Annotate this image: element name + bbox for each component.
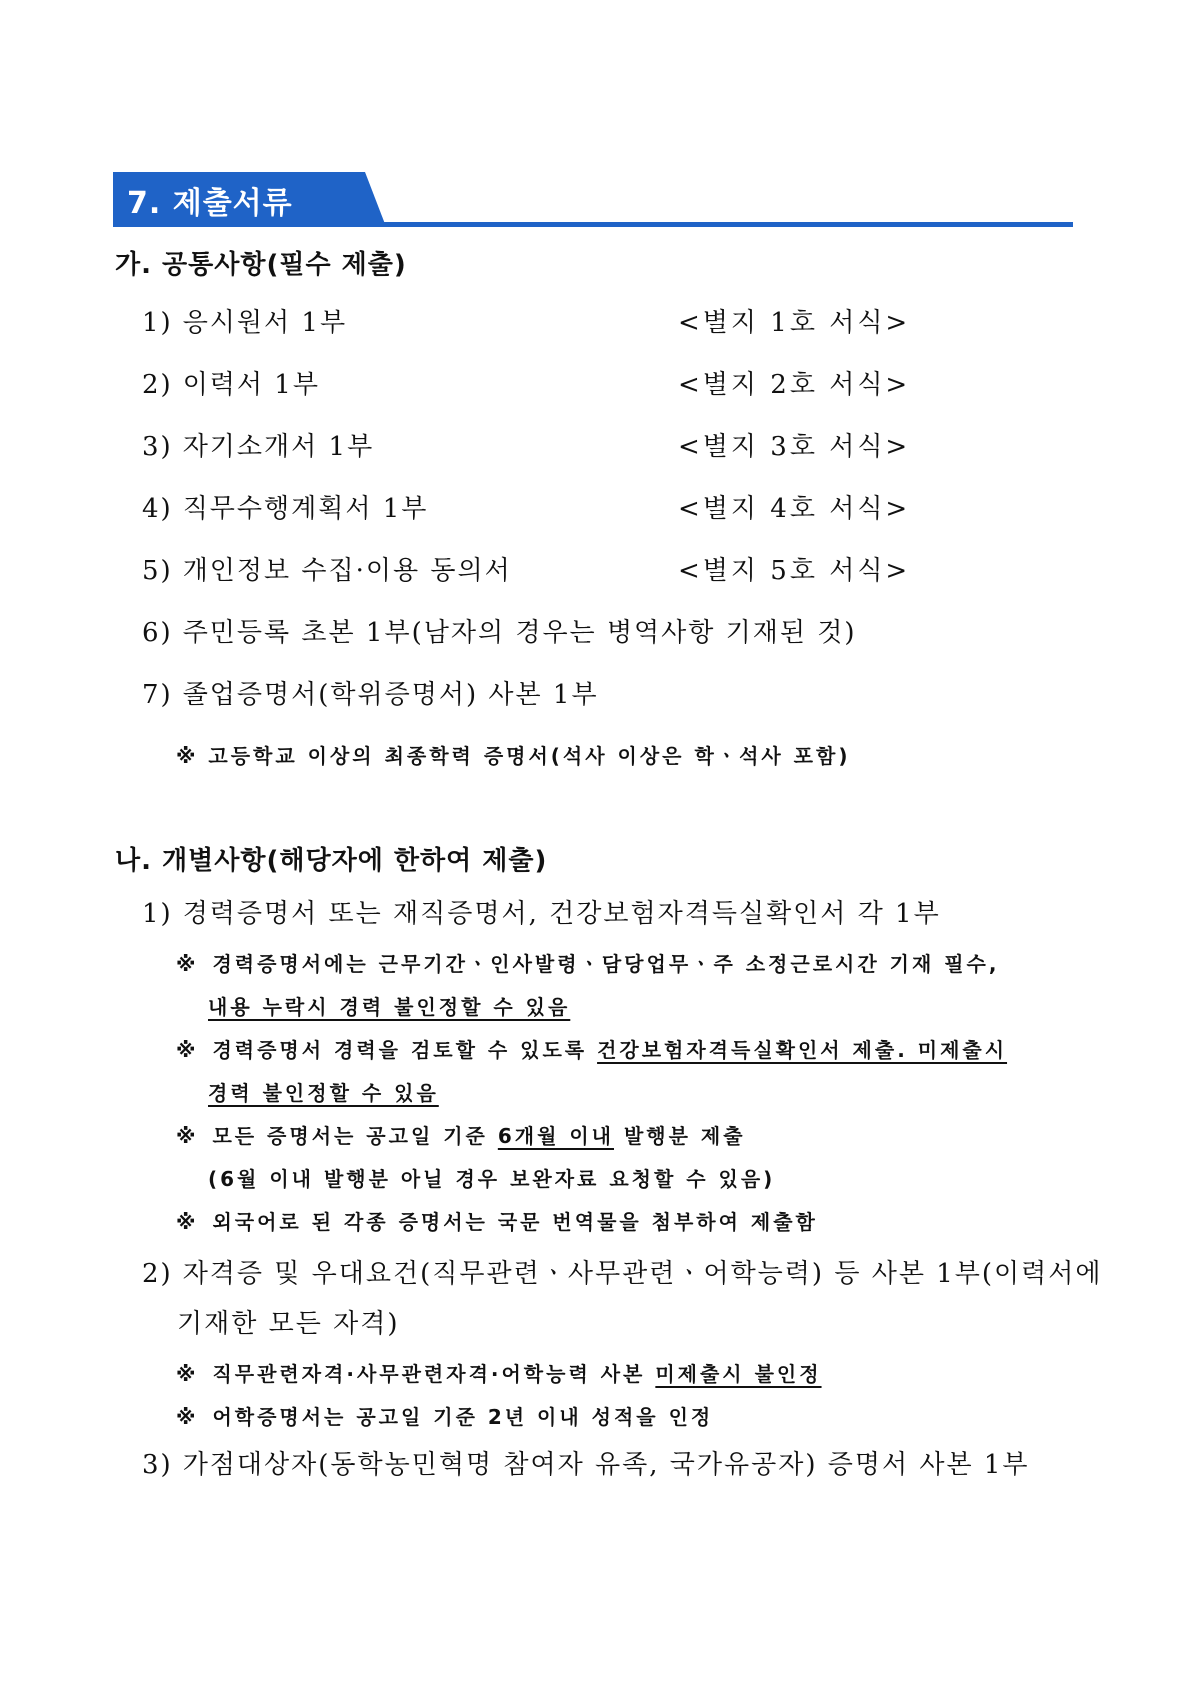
common-item-3-text: 자기소개서 1부 bbox=[182, 432, 375, 462]
individual-item-2: 2) 자격증 및 우대요건(직무관련ㆍ사무관련ㆍ어학능력) 등 사본 1부(이력서에 bbox=[142, 1259, 1103, 1289]
common-item-6: 6) 주민등록 초본 1부(남자의 경우는 병역사항 기재된 것) bbox=[142, 618, 857, 648]
common-item-6-text: 주민등록 초본 1부(남자의 경우는 병역사항 기재된 것) bbox=[182, 618, 857, 648]
common-item-2-text: 이력서 1부 bbox=[182, 370, 320, 400]
common-item-5-text: 개인정보 수집·이용 동의서 bbox=[182, 556, 512, 586]
common-item-4-text: 직무수행계획서 1부 bbox=[182, 494, 429, 524]
individual-item-1-note-3: ※ 모든 증명서는 공고일 기준 6개월 이내 발행분 제출 bbox=[176, 1124, 746, 1148]
section-title: 7. 제출서류 bbox=[127, 186, 293, 221]
common-item-1-text: 응시원서 1부 bbox=[182, 308, 348, 338]
individual-heading: 나. 개별사항(해당자에 한하여 제출) bbox=[115, 846, 548, 876]
common-item-5: 5) 개인정보 수집·이용 동의서 bbox=[142, 556, 512, 586]
individual-item-3: 3) 가점대상자(동학농민혁명 참여자 유족, 국가유공자) 증명서 사본 1부 bbox=[142, 1450, 1030, 1480]
common-item-3: 3) 자기소개서 1부 bbox=[142, 432, 375, 462]
common-note: ※ 고등학교 이상의 최종학력 증명서(석사 이상은 학ㆍ석사 포함) bbox=[176, 744, 851, 768]
individual-item-2-note-1: ※ 직무관련자격·사무관련자격·어학능력 사본 미제출시 불인정 bbox=[176, 1362, 822, 1386]
common-item-4: 4) 직무수행계획서 1부 bbox=[142, 494, 429, 524]
individual-item-3-text: 가점대상자(동학농민혁명 참여자 유족, 국가유공자) 증명서 사본 1부 bbox=[182, 1450, 1030, 1480]
individual-item-2-text: 자격증 및 우대요건(직무관련ㆍ사무관련ㆍ어학능력) 등 사본 1부(이력서에 bbox=[182, 1259, 1103, 1289]
common-item-4-form: <별지 4호 서식> bbox=[678, 494, 911, 524]
common-heading: 가. 공통사항(필수 제출) bbox=[115, 250, 407, 280]
individual-item-1-note-4: ※ 외국어로 된 각종 증명서는 국문 번역물을 첨부하여 제출함 bbox=[176, 1210, 818, 1234]
individual-item-1-note-2: ※ 경력증명서 경력을 검토할 수 있도록 건강보험자격득실확인서 제출. 미제출시 bbox=[176, 1038, 1008, 1062]
section-title-bar bbox=[113, 172, 1073, 228]
individual-item-1-note-2-cont: 경력 불인정할 수 있음 bbox=[208, 1081, 439, 1105]
common-item-1-form: <별지 1호 서식> bbox=[678, 308, 911, 338]
common-item-2: 2) 이력서 1부 bbox=[142, 370, 320, 400]
common-item-2-form: <별지 2호 서식> bbox=[678, 370, 911, 400]
individual-item-1-text: 경력증명서 또는 재직증명서, 건강보험자격득실확인서 각 1부 bbox=[182, 899, 941, 929]
individual-item-2-note-2: ※ 어학증명서는 공고일 기준 2년 이내 성적을 인정 bbox=[176, 1405, 714, 1429]
individual-item-1-note-3-cont: (6월 이내 발행분 아닐 경우 보완자료 요청할 수 있음) bbox=[208, 1167, 776, 1191]
common-item-1: 1) 응시원서 1부 bbox=[142, 308, 348, 338]
individual-item-1: 1) 경력증명서 또는 재직증명서, 건강보험자격득실확인서 각 1부 bbox=[142, 899, 941, 929]
individual-item-1-note-1-cont: 내용 누락시 경력 불인정할 수 있음 bbox=[208, 995, 571, 1019]
individual-item-1-note-1: ※ 경력증명서에는 근무기간ㆍ인사발령ㆍ담당업무ㆍ주 소정근로시간 기재 필수, bbox=[176, 952, 1000, 976]
common-item-7-text: 졸업증명서(학위증명서) 사본 1부 bbox=[182, 680, 599, 710]
title-underline bbox=[113, 222, 1073, 227]
common-item-3-form: <별지 3호 서식> bbox=[678, 432, 911, 462]
individual-item-2-cont: 기재한 모든 자격) bbox=[177, 1309, 400, 1339]
common-item-7: 7) 졸업증명서(학위증명서) 사본 1부 bbox=[142, 680, 599, 710]
common-item-5-form: <별지 5호 서식> bbox=[678, 556, 911, 586]
